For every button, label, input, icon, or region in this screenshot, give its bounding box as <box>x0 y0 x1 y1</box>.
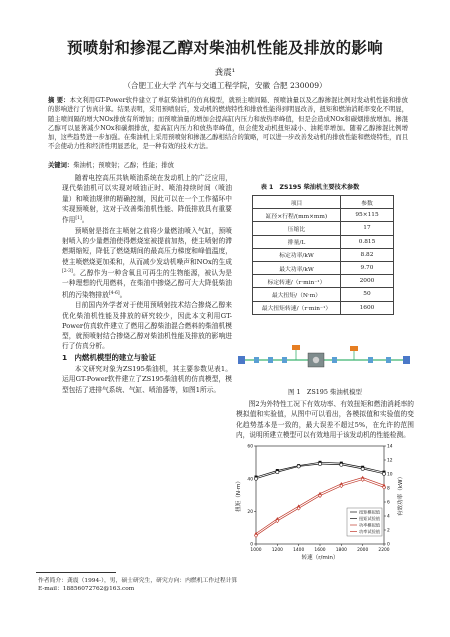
y-right-tick-label: 2 <box>387 528 390 534</box>
table-cell: 50 <box>341 288 394 301</box>
pipe-component <box>386 357 391 363</box>
inlet-block <box>238 356 245 364</box>
engine-crank-icon <box>313 357 319 363</box>
injector-block <box>292 345 300 350</box>
table-cell: 最大扭矩/（N·m） <box>253 288 341 301</box>
x-tick-label: 2200 <box>378 548 390 553</box>
table-header-item: 项目 <box>253 196 341 209</box>
y-left-axis-label: 扭矩（N·m） <box>236 478 242 512</box>
external-characteristic-chart <box>232 440 408 560</box>
keywords <box>48 161 408 170</box>
data-point <box>340 463 343 466</box>
legend-label: 功率试验值 <box>359 529 380 535</box>
x-tick-label: 2000 <box>357 548 369 553</box>
y-left-tick-label: 0 <box>250 542 253 548</box>
y-right-axis-label: 有效功率（kW） <box>398 473 404 517</box>
right-column <box>236 399 414 440</box>
y-right-tick-label: 10 <box>387 472 393 478</box>
footnote-divider <box>36 572 116 573</box>
paragraph-pre-injection: 预喷射是指在主喷射之前将少量燃油喷入气缸，预喷射喷入的少量燃油使得燃烧室被提前加热，使主喷射的滞燃期缩短，降低了燃烧期间的最高压力梯度和峰值温度，使主喷燃烧更加柔和，从而减少发动机噪声和NOx的生成[2-3]。乙醇作为一种含氧且可再生的生物能源，被认为是一种理想的代用燃料，在柴油中掺烧乙醇可大大降低柴油机的污染物排放[4-6]。 <box>62 226 232 299</box>
table-row <box>253 288 394 301</box>
x-tick-label: 1800 <box>335 548 347 553</box>
abstract-text: 本文利用GT-Power软件建立了单缸柴油机的仿真模型，就预主喷间隔、预喷油量以及乙醇掺混比例对发动机性能和排放的影响进行了仿真计算。结果表明，采用预喷射后，发动机的燃烧特性和排放性能得到明显改善，扭矩和燃油消耗率变化不明显，随主喷间隔的增大NOx排放有所增加；而预喷油量的增加会提高缸内压力和放热率峰值，但是会造成NOx和碳烟排放增加。掺混乙醇可以显著减少NOx和碳烟排放，提高缸内压力和放热率峰值，但会使发动机扭矩减小、油耗率增加。随着乙醇掺混比例增加，这些趋势进一步加强。在柴油机上采用预喷射和掺混乙醇相结合的策略，可以进一步改善发动机的排放性能和燃烧特性，而且不会使动力性和经济性明显恶化，是一种有效的技术方法。 <box>48 97 408 151</box>
left-column <box>62 173 232 395</box>
valve-block <box>350 346 358 351</box>
x-tick-label: 1000 <box>250 548 262 553</box>
table-cell: 标定功率/kW <box>253 248 341 261</box>
table1-caption: 表 1 ZS195 柴油机主要技术参数 <box>260 184 360 191</box>
table-cell: 2000 <box>341 275 394 288</box>
data-point <box>361 467 364 470</box>
figure1-caption: 图 1 ZS195 柴油机模型 <box>288 388 362 396</box>
table-cell: 8.82 <box>341 248 394 261</box>
legend-label: 功率模拟值 <box>359 522 380 528</box>
y-left-tick-label: 60 <box>247 444 253 450</box>
table-cell: 最大扭矩转速/（r·min⁻¹） <box>253 301 341 314</box>
section-heading-1: 1 内燃机模型的建立与验证 <box>62 352 156 362</box>
y-right-tick-label: 14 <box>387 444 393 450</box>
table-cell: 压缩比 <box>253 222 341 235</box>
table-cell: 排量/L <box>253 235 341 248</box>
table-row <box>253 275 394 288</box>
y-right-tick-label: 6 <box>387 500 390 506</box>
y-right-tick-label: 12 <box>387 458 393 464</box>
y-left-tick-label: 40 <box>247 477 253 483</box>
abstract <box>48 96 408 152</box>
author-name: 龚震¹ <box>214 68 236 78</box>
table-header-row <box>253 196 394 209</box>
table-row <box>253 248 394 261</box>
paragraph-validation: 图2为外特性工况下有效功率、有效扭矩和燃油消耗率的模拟值和实验值，从图中可以看出，各模拟值和实验值的变化趋势基本是一致的，最大误差不超过5%，在允许的范围内，说明所建立模型可以有效地用于该发动机的性能检测。 <box>236 400 414 439</box>
table-cell: 95×115 <box>341 209 394 222</box>
pipe-component <box>282 357 287 363</box>
footnote-author-bio: 作者简介：龚震（1994-），男，硕士研究生，研究方向：内燃机工作过程计算 <box>38 578 238 584</box>
table-row <box>253 235 394 248</box>
paragraph-intro: 随着电控高压共轨喷油系统在发动机上的广泛应用，现代柴油机可以实现对喷油正时、喷油持续时间（喷油量）和喷油规律的精确控制，因此可以在一个工作循环中实现预喷射，这对于改善柴油机性能、降低排放具有重要作用[1]。 <box>62 174 232 225</box>
data-point <box>382 472 385 475</box>
table-header-value: 参数 <box>341 196 394 209</box>
x-tick-label: 1600 <box>314 548 326 553</box>
x-axis-label: 转速（r/min） <box>301 555 339 560</box>
pipe-component <box>268 357 273 363</box>
x-tick-label: 1200 <box>271 548 283 553</box>
footnote-email: E-mail：18856072762@163.com <box>38 586 135 593</box>
y-left-tick-label: 20 <box>247 509 253 515</box>
table-cell: 0.815 <box>341 235 394 248</box>
data-point <box>276 471 279 474</box>
table-cell: 标定转速/（r·min⁻¹） <box>253 275 341 288</box>
y-right-tick-label: 8 <box>387 486 390 492</box>
engine-parameters-table <box>252 195 394 315</box>
data-point <box>254 477 257 480</box>
outlet-block <box>403 356 410 364</box>
table-cell: 缸径×行程/(mm×mm) <box>253 209 341 222</box>
author-affiliation: （合肥工业大学 汽车与交通工程学院，安徽 合肥 230009） <box>123 81 327 90</box>
table-cell: 最大功率/kW <box>253 261 341 274</box>
abstract-label: 摘 要： <box>48 97 70 104</box>
table-row <box>253 301 394 314</box>
paragraph-engine-model: 本文研究对象为ZS195柴油机，其主要参数见表1。运用GT-Power软件建立了ZS195柴油机的仿真模型，模型包括了进排气系统、气缸、喷油器等，如图1所示。 <box>62 365 232 394</box>
y-right-tick-label: 4 <box>387 514 390 520</box>
table-cell: 9.70 <box>341 261 394 274</box>
legend-label: 扭矩试验值 <box>359 516 380 522</box>
table-row <box>253 209 394 222</box>
y-right-tick-label: 0 <box>387 542 390 548</box>
table-row <box>253 261 394 274</box>
table-cell: 1600 <box>341 301 394 314</box>
paper-title: 预喷射和掺混乙醇对柴油机性能及排放的影响 <box>66 39 383 57</box>
table-cell: 17 <box>341 222 394 235</box>
engine-model-diagram <box>236 344 414 376</box>
pipe-component <box>332 357 337 363</box>
paragraph-research-gap: 目前国内外学者对于使用预喷射技术结合掺烧乙醇来优化柴油机性能及排放的研究较少，因此本文利用GT-Power仿真软件建立了燃用乙醇柴油混合燃料的柴油机模型，就预喷射结合掺烧乙醇对柴油机性能及排放的影响进行了仿真分析。 <box>62 301 232 351</box>
pipe-component <box>254 357 259 363</box>
keywords-label: 关键词： <box>48 162 74 169</box>
keywords-text: 柴油机；预喷射；乙醇；性能；排放 <box>73 162 174 169</box>
table-row <box>253 222 394 235</box>
pipe-component <box>368 357 373 363</box>
legend-label: 扭矩模拟值 <box>359 509 380 515</box>
data-point <box>297 465 300 468</box>
author-footnote <box>38 577 408 594</box>
data-point <box>318 462 321 465</box>
x-tick-label: 1400 <box>293 548 305 553</box>
